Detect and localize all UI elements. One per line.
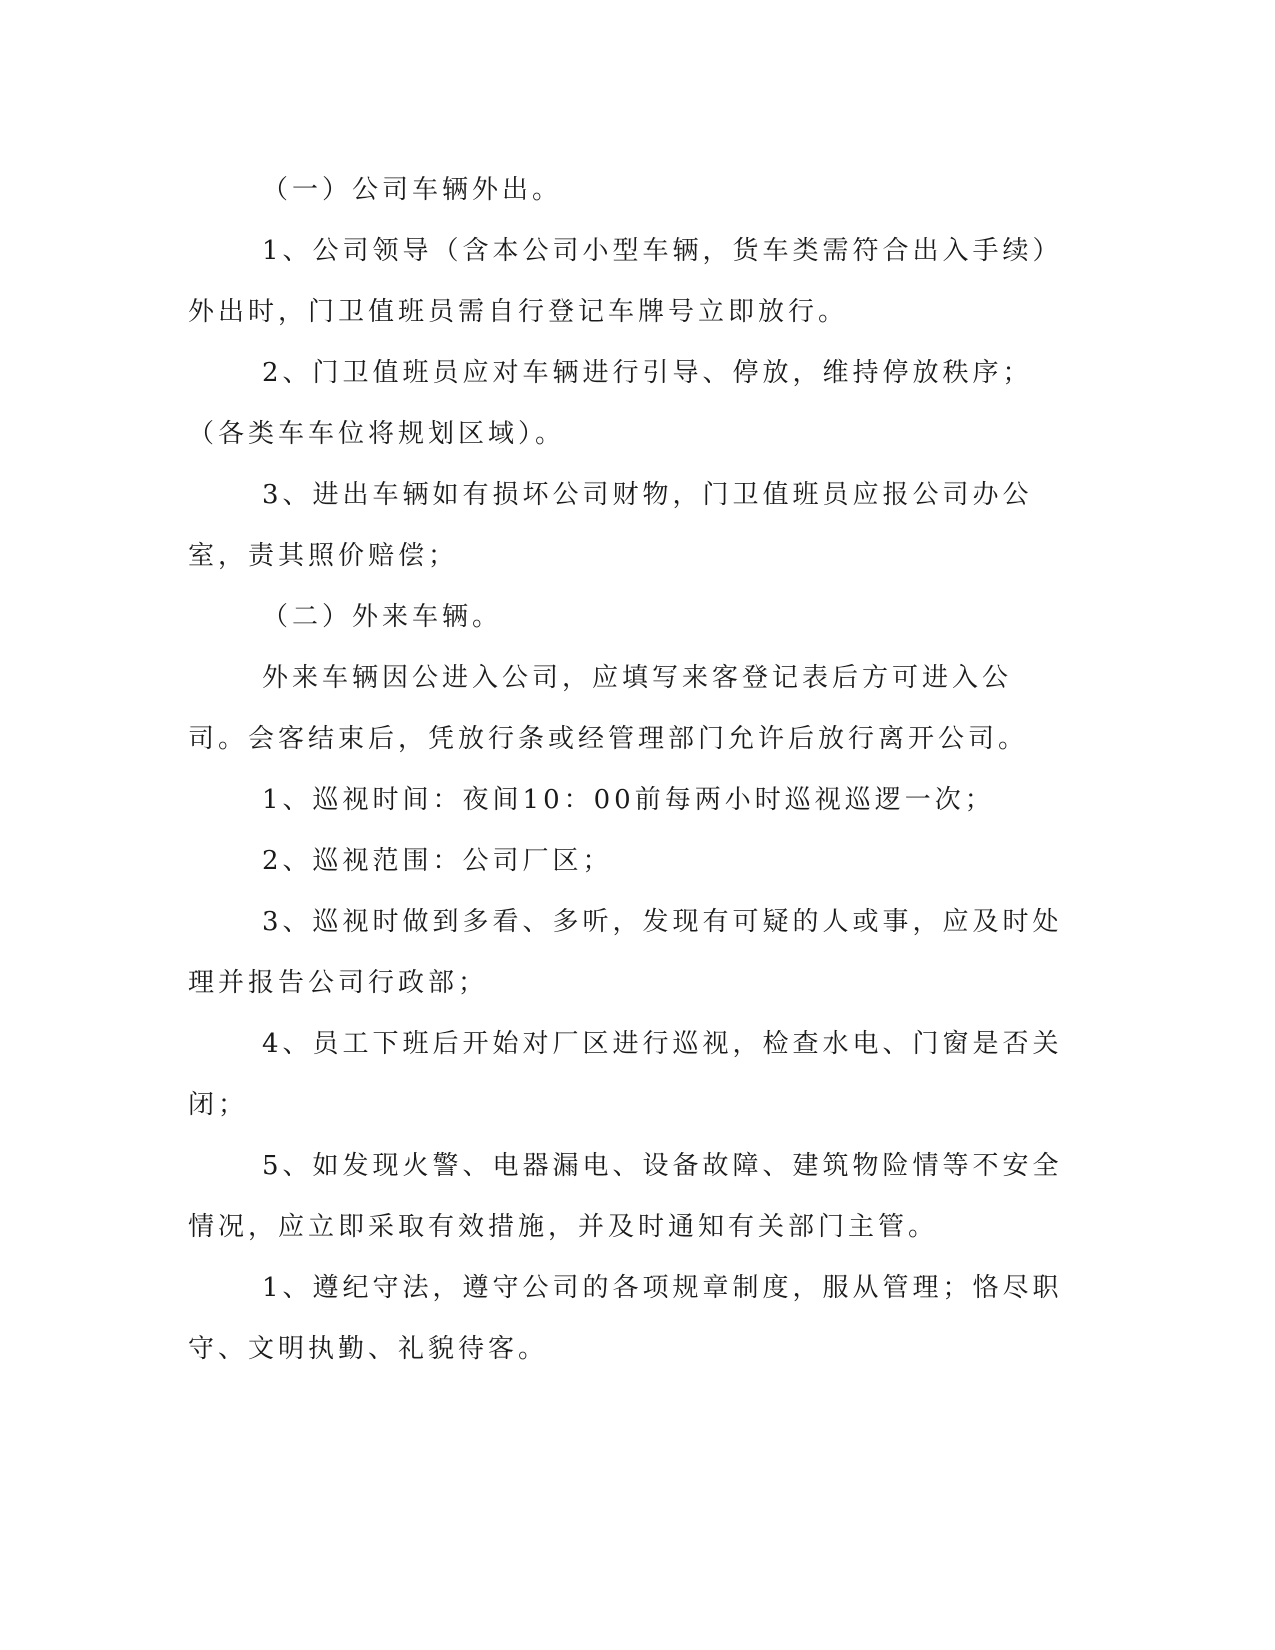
section-heading-company-vehicles: （一）公司车辆外出。 <box>262 175 563 205</box>
section-heading-outside-vehicles: （二）外来车辆。 <box>262 602 503 632</box>
paragraph-parking-order: 2、门卫值班员应对车辆进行引导、停放，维持停放秩序；（各类车车位将规划区域）。 <box>188 358 1033 449</box>
paragraph-visitor-registration: 外来车辆因公进入公司，应填写来客登记表后方可进入公司。会客结束后，凭放行条或经管理部门允许后放行离开公司。 <box>188 663 1029 754</box>
paragraph-emergency-handling: 5、如发现火警、电器漏电、设备故障、建筑物险情等不安全情况，应立即采取有效措施，并及时通知有关部门主管。 <box>188 1151 1063 1242</box>
paragraph-patrol-observation: 3、巡视时做到多看、多听，发现有可疑的人或事，应及时处理并报告公司行政部； <box>188 907 1063 998</box>
paragraph-leader-vehicles: 1、公司领导（含本公司小型车辆，货车类需符合出入手续）外出时，门卫值班员需自行登记车牌号立即放行。 <box>188 236 1063 327</box>
paragraph-patrol-time: 1、巡视时间：夜间10：00前每两小时巡视巡逻一次； <box>262 785 995 815</box>
document-body <box>188 160 1068 1380</box>
paragraph-after-work-check: 4、员工下班后开始对厂区进行巡视，检查水电、门窗是否关闭； <box>188 1029 1063 1120</box>
paragraph-conduct-rules: 1、遵纪守法，遵守公司的各项规章制度，服从管理；恪尽职守、文明执勤、礼貌待客。 <box>188 1273 1063 1364</box>
paragraph-patrol-scope: 2、巡视范围：公司厂区； <box>262 846 613 876</box>
paragraph-damage-compensation: 3、进出车辆如有损坏公司财物，门卫值班员应报公司办公室，责其照价赔偿； <box>188 480 1033 571</box>
